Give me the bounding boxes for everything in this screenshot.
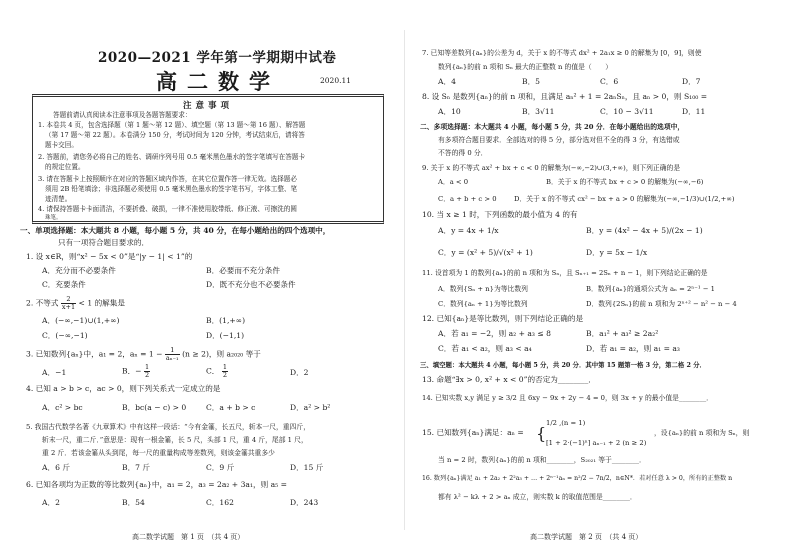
q8-option-a: A．10 [438, 107, 461, 116]
q15-case-2: [1 + 2·(−1)ⁿ] aₙ₋₁ + 2 (n ≥ 2) [546, 439, 647, 447]
q7-option-d: D．7 [682, 77, 701, 86]
notice-line: 1. 本卷共 4 页，包含选择题（第 1 题～第 12 题）、填空题（第 13 题～第 16 题）、解答题 [38, 121, 306, 129]
q2-numerator: 2 [61, 296, 76, 304]
q16-line1: 16. 数列{aₙ}满足 a₁ + 2a₂ + 2²a₃ + … + 2ⁿ⁻¹aₙ = n²/2 − 7n/2，n∈N*．若对任意 λ > 0，所有的正整数 n [422, 475, 733, 482]
q11-option-c: C．数列{aₙ + 1}为等比数列 [438, 300, 528, 308]
section1-heading-cont: 只有一项符合题目要求的． [58, 238, 150, 247]
q9-option-d: D．关于 x 的不等式 cx² − bx + a > 0 的解集为(−∞,−1/3)∪(1/2,+∞) [514, 195, 735, 203]
q2-stem-post: < 1 的解集是 [78, 298, 125, 308]
page-footer-1: 高二数学试题 第 1 页 （共 4 页） [132, 533, 245, 541]
q5-option-a: A．6 斤 [42, 463, 70, 472]
q9-option-c: C．a + b + c > 0 [438, 195, 497, 203]
q5-option-c: C．9 斤 [206, 463, 235, 472]
notice-line: 3. 请在答题卡上按照顺序在对应的答题区域内作答，在其它位置作答一律无效。选择题必 [38, 175, 297, 183]
q3-option-b-pre: B．− [122, 366, 142, 376]
q14: 14. 已知实数 x,y 满足 y ≥ 3/2 且 6xy − 9x + 2y − 4 = 0，则 3x + y 的最小值是________． [422, 394, 713, 402]
q3-option-c-denominator: 2 [222, 371, 227, 379]
notice-line: 珠笔。 [45, 215, 62, 221]
notice-line: 迹清楚。 [45, 195, 72, 203]
right-column [420, 0, 782, 550]
q15-brace: { [536, 424, 547, 443]
notice-line: 的规定位置。 [45, 163, 85, 171]
q2-stem [26, 296, 125, 311]
q3-option-b-denominator: 2 [144, 371, 150, 379]
q9-option-a: A．a < 0 [438, 178, 469, 186]
q5-option-d: D．15 斤 [290, 463, 324, 472]
section3-heading: 三、填空题：本大题共 4 小题，每小题 5 分，共 20 分．其中第 15 题第一格 3 分，第二格 2 分． [420, 361, 706, 369]
q1-option-b: B．必要而不充分条件 [206, 266, 280, 275]
q3-option-b [122, 364, 150, 379]
q9-stem: 9. 关于 x 的不等式 ax² + bx + c < 0 的解集为(−∞,−2)∪(3,+∞)，则下列正确的是 [422, 164, 681, 172]
q13: 13. 命题“∃x > 0, x² + x < 0”的否定为________． [422, 375, 596, 384]
section2-heading-cont: 不答的得 0 分． [438, 149, 488, 157]
q12-option-b: B．a₁² + a₃² ≥ 2a₂² [586, 329, 659, 338]
q4-stem: 4. 已知 a > b > c，ac > 0，则下列关系式一定成立的是 [26, 384, 221, 393]
q10-option-a: A．y = 4x + 1/x [438, 226, 499, 235]
q4-option-d: D．a² > b² [290, 403, 331, 412]
q5-option-b: B．7 斤 [122, 463, 151, 472]
q10-stem: 10. 当 x ≥ 1 时，下列函数的最小值为 4 的有 [422, 210, 578, 219]
notice-intro: 答题前请认真阅读本注意事项及各题答题要求： [53, 111, 192, 119]
q5-stem-line: 斩末一尺，重二斤．”意思是：现有一根金箠，长 5 尺，头部 1 尺，重 4 斤，尾部 1 尺， [42, 436, 308, 444]
q4-option-b: B．bc(a − c) > 0 [122, 403, 187, 412]
exam-subject: 高二数学 [156, 69, 280, 94]
section1-heading: 一、单项选择题：本大题共 8 小题，每小题 5 分，共 40 分，在每小题给出的四个选项中， [20, 226, 331, 235]
q3-option-d: D．2 [290, 368, 309, 377]
q4-option-c: C．a + b > c [206, 403, 256, 412]
q3-option-b-numerator: 1 [144, 363, 150, 371]
notice-line: 4. 请保持答题卡卡面清洁，不要折叠、破损，一律不准使用胶带纸、修正液、可擦洗的圆 [38, 205, 297, 213]
q12-option-d: D．若 a₁ = a₂，则 a₁ = a₃ [586, 344, 680, 353]
q3-option-a: A．−1 [42, 368, 67, 377]
q16-line2: 都有 λ² − kλ + 2 > aₙ 成立，则实数 k 的取值范围是________． [438, 493, 637, 501]
q5-stem-line: 重 2 斤．若该金箠从头到尾，每一尺的重量构成等差数列，则该金箠共重多少 [42, 449, 275, 457]
q3-stem-post: (n ≥ 2)，则 a₂₀₂₀ 等于 [182, 349, 261, 359]
q15-tail: ，设{aₙ}的前 n 项和为 Sₙ，则 [654, 429, 750, 437]
q3-denominator: aₙ₋₁ [165, 354, 179, 362]
q5-stem-line: 5. 我国古代数学名著《九章算术》中有这样一段话：“今有金箠，长五尺，斩本一尺，重四斤， [26, 423, 310, 431]
q15-stem: 15. 已知数列{aₙ}满足：aₙ = [422, 428, 524, 437]
q7-stem-line: 7. 已知等差数列{aₙ}的公差为 d，关于 x 的不等式 dx² + 2a₁x ≥ 0 的解集为 [0，9]，则使 [422, 49, 702, 57]
q11-option-d: D．数列{2Sₙ}的前 n 项和为 2ⁿ⁺² − n² − n − 4 [586, 300, 737, 308]
section2-heading-cont: 有多项符合题目要求．全部选对的得 5 分，部分选对但不全的得 3 分，有选错或 [438, 136, 680, 144]
q11-option-b: B．数列{aₙ}的通项公式为 aₙ = 2ⁿ⁻¹ − 1 [586, 285, 715, 293]
exam-date: 2020.11 [320, 76, 352, 85]
q6-stem: 6. 已知各项均为正数的等比数列{aₙ}中，a₁ = 2，a₃ = 2a₂ + 3a₁，则 a₅ = [26, 480, 287, 489]
q1-option-a: A．充分而不必要条件 [42, 266, 116, 275]
notice-line: 2. 答题前，请您务必将自己的姓名、调研序列号用 0.5 毫米黑色墨水的签字笔填写在答题卡 [38, 153, 306, 161]
q11-stem: 11. 设首项为 1 的数列{aₙ}的前 n 项和为 Sₙ，且 Sₙ₊₁ = 2Sₙ + n − 1，则下列结论正确的是 [422, 269, 708, 277]
q2-stem-pre: 2. 不等式 [26, 298, 59, 308]
q15-line2: 当 n = 2 时，数列{aₙ}的前 n 项和________，S₂₀₂₁ 等于________． [438, 456, 646, 464]
q1-stem: 1. 设 x∈R，则“x² − 5x < 0”是“|y − 1| < 1”的 [26, 252, 193, 261]
q6-option-b: B．54 [122, 498, 145, 507]
q6-option-d: D．243 [290, 498, 319, 507]
q8-option-c: C．10 − 3√11 [600, 107, 654, 116]
notice-line: （第 17 题～第 22 题）。本卷满分 150 分，考试时间为 120 分钟，考试结束后，请将答 [45, 131, 305, 139]
q12-stem: 12. 已知{aₙ}是等比数列，则下列结论正确的是 [422, 314, 584, 323]
q6-option-c: C．162 [206, 498, 234, 507]
q10-option-c: C．y = (x² + 5)/√(x² + 1) [438, 248, 533, 257]
q3-numerator: 1 [165, 347, 180, 355]
q1-option-c: C．充要条件 [42, 280, 86, 289]
q2-option-a: A．(−∞,−1)∪(1,+∞) [42, 316, 120, 325]
notice-title: 注意事项 [182, 101, 233, 111]
q9-option-b: B．关于 x 的不等式 bx + c > 0 的解集为(−∞,−6) [546, 178, 704, 186]
q6-option-a: A．2 [42, 498, 60, 507]
page-footer-2: 高二数学试题 第 2 页 （共 4 页） [530, 533, 643, 541]
q4-option-a: A．c² > bc [42, 403, 83, 412]
left-column [18, 0, 396, 550]
q3-stem [26, 347, 261, 362]
q2-option-c: C．(−∞,−1) [42, 331, 88, 340]
q8-stem: 8. 设 Sₙ 是数列{aₙ}的前 n 项和，且满足 aₙ² + 1 = 2aₙSₙ，且 aₙ > 0，则 S₁₀₀ = [422, 92, 708, 101]
q10-option-b: B．y = (4x² − 4x + 5)/(2x − 1) [586, 226, 703, 235]
q8-option-d: D．11 [682, 107, 706, 116]
notice-line: 须用 2B 铅笔填涂；非选择题必须使用 0.5 毫米黑色墨水的签字笔书写，字体工整、笔 [45, 185, 298, 193]
q3-option-c [206, 364, 228, 379]
section2-heading: 二、多项选择题：本大题共 4 小题，每小题 5 分，共 20 分．在每小题给出的选项中， [420, 123, 685, 131]
q2-denominator: x+1 [61, 303, 76, 311]
notice-line: 题卡交回。 [45, 141, 78, 149]
q12-option-c: C．若 a₁ < a₂，则 a₃ < a₄ [438, 344, 532, 353]
column-divider [404, 30, 405, 530]
q3-fraction [165, 347, 180, 362]
notice-box [32, 94, 384, 224]
q3-option-c-fraction [222, 364, 228, 379]
q11-option-a: A．数列{Sₙ + n}为等比数列 [438, 285, 528, 293]
q7-option-b: B．5 [522, 77, 541, 86]
q7-option-c: C．6 [600, 77, 619, 86]
exam-title: 2020—2021 学年第一学期期中试卷 [98, 50, 337, 66]
q2-fraction [61, 296, 76, 311]
q3-option-c-pre: C． [206, 366, 220, 376]
q7-option-a: A．4 [438, 77, 456, 86]
q12-option-a: A．若 a₁ = −2，则 a₂ + a₃ ≤ 8 [438, 329, 551, 338]
q1-option-d: D．既不充分也不必要条件 [206, 280, 296, 289]
q2-option-d: D．(−1,1) [206, 331, 245, 340]
q10-option-d: D．y = 5x − 1/x [586, 248, 648, 257]
q15-case-1: 1/2 ,(n = 1) [546, 419, 586, 427]
q3-option-b-fraction [144, 364, 150, 379]
q7-stem-line: 数列{aₙ}的前 n 项和 Sₙ 最大的正整数 n 的值是（ ） [438, 63, 613, 71]
q8-option-b: B．3√11 [522, 107, 555, 116]
q3-stem-pre: 3. 已知数列{aₙ}中，a₁ = 2，aₙ = 1 − [26, 349, 163, 359]
q3-option-c-numerator: 1 [222, 363, 227, 371]
q2-option-b: B．(1,+∞) [206, 316, 246, 325]
